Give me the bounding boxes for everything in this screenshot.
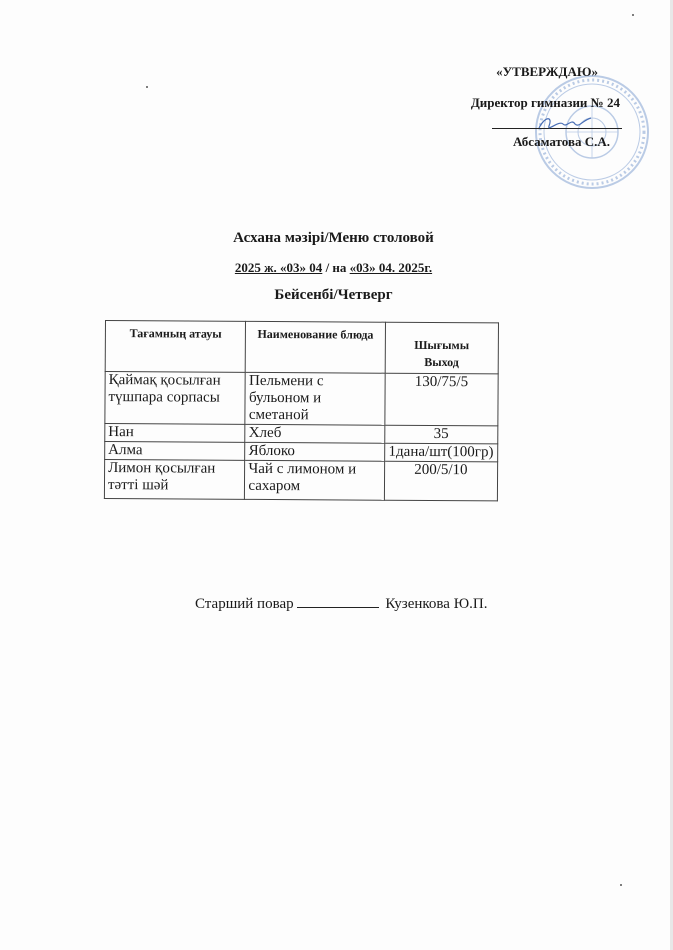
dish-kz: Алма bbox=[105, 442, 246, 461]
dish-ru: Яблоко bbox=[245, 442, 384, 461]
dish-output: 1дана/шт(100гр) bbox=[384, 443, 497, 462]
scan-speck bbox=[632, 14, 634, 16]
date-ru: «03» 04. 2025г. bbox=[349, 260, 433, 275]
scan-speck bbox=[620, 884, 622, 886]
column-header-ru: Наименование блюда bbox=[246, 321, 386, 373]
cook-name: Кузенкова Ю.П. bbox=[385, 596, 488, 612]
date-kz: 2025 ж. «03» 04 bbox=[234, 260, 323, 275]
dish-ru: Хлеб bbox=[245, 424, 384, 443]
date-separator: / на bbox=[322, 260, 350, 275]
menu-table bbox=[104, 320, 499, 501]
dish-ru: Чай с лимоном и сахаром bbox=[245, 460, 384, 500]
column-header-kz: Тағамның атауы bbox=[105, 321, 246, 373]
director-signature bbox=[535, 112, 595, 134]
menu-title: Асхана мәзірі/Меню столовой bbox=[233, 230, 434, 246]
cook-signature-line bbox=[195, 595, 487, 613]
signature-blank bbox=[297, 595, 379, 608]
dish-ru: Пельмени с бульоном и сметаной bbox=[245, 372, 385, 425]
dish-kz: Қаймақ қосылған түшпара сорпасы bbox=[105, 372, 246, 425]
dish-output: 200/5/10 bbox=[384, 461, 498, 501]
table-row bbox=[105, 424, 498, 444]
menu-day: Бейсенбі/Четверг bbox=[274, 287, 393, 303]
column-header-output bbox=[385, 322, 499, 374]
approval-name: Абсаматова С.А. bbox=[512, 134, 610, 149]
table-row bbox=[105, 372, 498, 426]
column-header-output-kz: Шығымы bbox=[414, 337, 470, 353]
table-header-row bbox=[105, 321, 498, 374]
table-row bbox=[105, 442, 498, 462]
column-header-output-ru: Выход bbox=[424, 354, 459, 370]
menu-date bbox=[0, 260, 670, 276]
dish-kz: Нан bbox=[105, 424, 246, 443]
dish-kz: Лимон қосылған тәтті шәй bbox=[104, 460, 245, 500]
approval-position: Директор гимназии № 24 bbox=[470, 95, 620, 110]
cook-role: Старший повар bbox=[195, 596, 294, 612]
scan-speck bbox=[146, 86, 148, 88]
dish-output: 35 bbox=[384, 425, 497, 444]
approval-heading: «УТВЕРЖДАЮ» bbox=[496, 64, 598, 79]
dish-output: 130/75/5 bbox=[385, 373, 499, 426]
table-row bbox=[104, 460, 497, 501]
